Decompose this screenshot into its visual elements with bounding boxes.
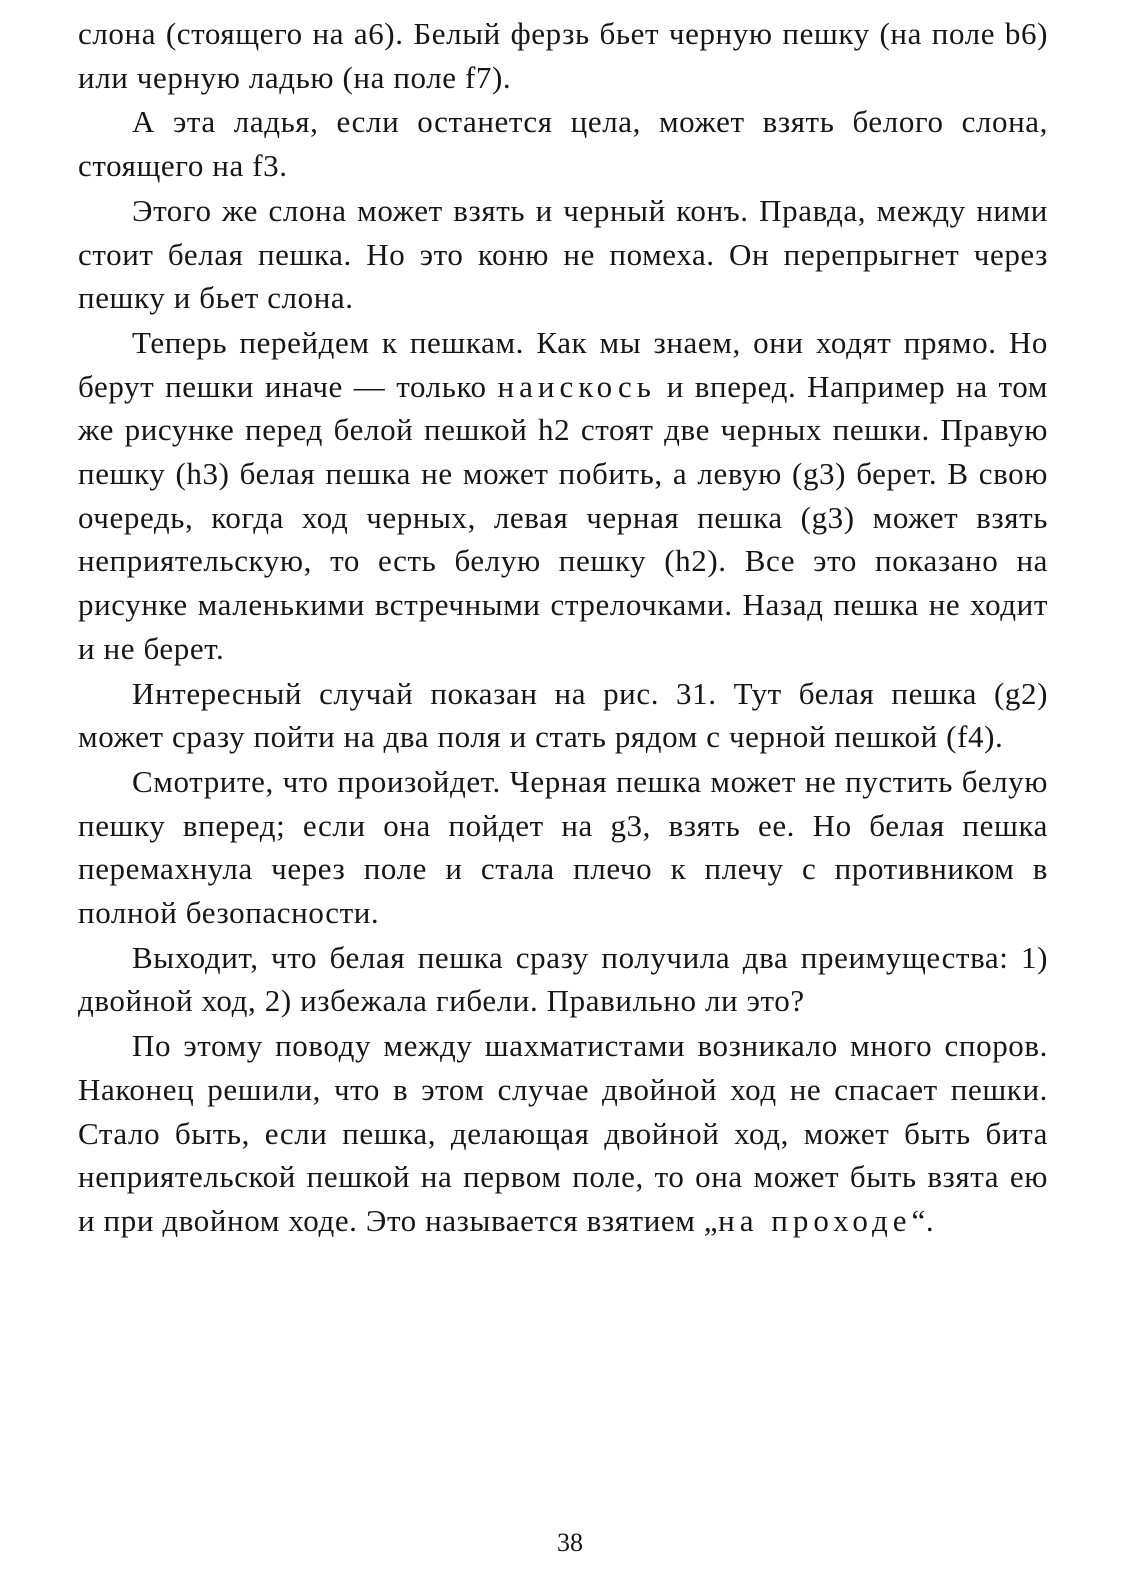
paragraph-fig31: Интересный случай показан на рис. 31. Тут белая пешка (g2) может сразу пойти на два поля и стать рядом с черной пешкой (f4). <box>78 675 1048 755</box>
paragraph-en-passant <box>78 1024 1048 1243</box>
en-passant-text-start: По этому поводу между шахматистами возникало много споров. Наконец решили, что в этом случае двойной ход не спасает пешки. Стало быть, если пешка, делающая двойной ход, может быть бита неприятельской пешкой на первом поле, то она может быть взята ею и при двойном ходе. Это называется взятием „ <box>78 1028 1048 1238</box>
paragraph-watch: Смотрите, что произойдет. Черная пешка может не пустить белую пешку вперед; если она пойдет на g3, взять ее. Но белая пешка перемахнула через поле и стала плечо к плечу с противником в полной безопасности. <box>78 763 1048 931</box>
paragraph-rook: А эта ладья, если останется цела, может взять белого слона, стоящего на f3. <box>78 104 1048 184</box>
en-passant-text-end: “. <box>911 1202 935 1238</box>
en-passant-emphasis: на проходе <box>718 1202 912 1238</box>
paragraph-pawns <box>78 321 1048 671</box>
paragraph-advantages: Выходит, что белая пешка сразу получила два преимущества: 1) двойной ход, 2) избежала гибели. Правильно ли это? <box>78 939 1048 1019</box>
pawns-emphasis-diagonal: наискось <box>497 368 656 404</box>
paragraph-knight: Этого же слона может взять и черный конъ. Правда, между ними стоит белая пешка. Но это коню не помеха. Он перепрыгнет через пешку и бьет слона. <box>78 192 1048 316</box>
pawns-text-start: Теперь перейдем к пешкам. Как мы знаем, они ходят прямо. Но берут пешки иначе — только <box>78 324 1048 404</box>
book-page <box>78 12 1048 1244</box>
paragraph-bishop-queen: слона (стоящего на a6). Белый ферзь бьет черную пешку (на поле b6) или черную ладью (на поле f7). <box>78 16 1048 95</box>
page-number: 38 <box>557 1528 583 1557</box>
pawns-text-end: и вперед. Например на том же рисунке перед белой пешкой h2 стоят две черных пешки. Правую пешку (h3) белая пешка не может побить, а левую (g3) берет. В свою очередь, когда ход черных, левая черная пешка (g3) может взять неприятельскую, то есть белую пешку (h2). Все это показано на рисунке маленькими встречными стрелочками. Назад пешка не ходит и не берет. <box>78 368 1048 666</box>
